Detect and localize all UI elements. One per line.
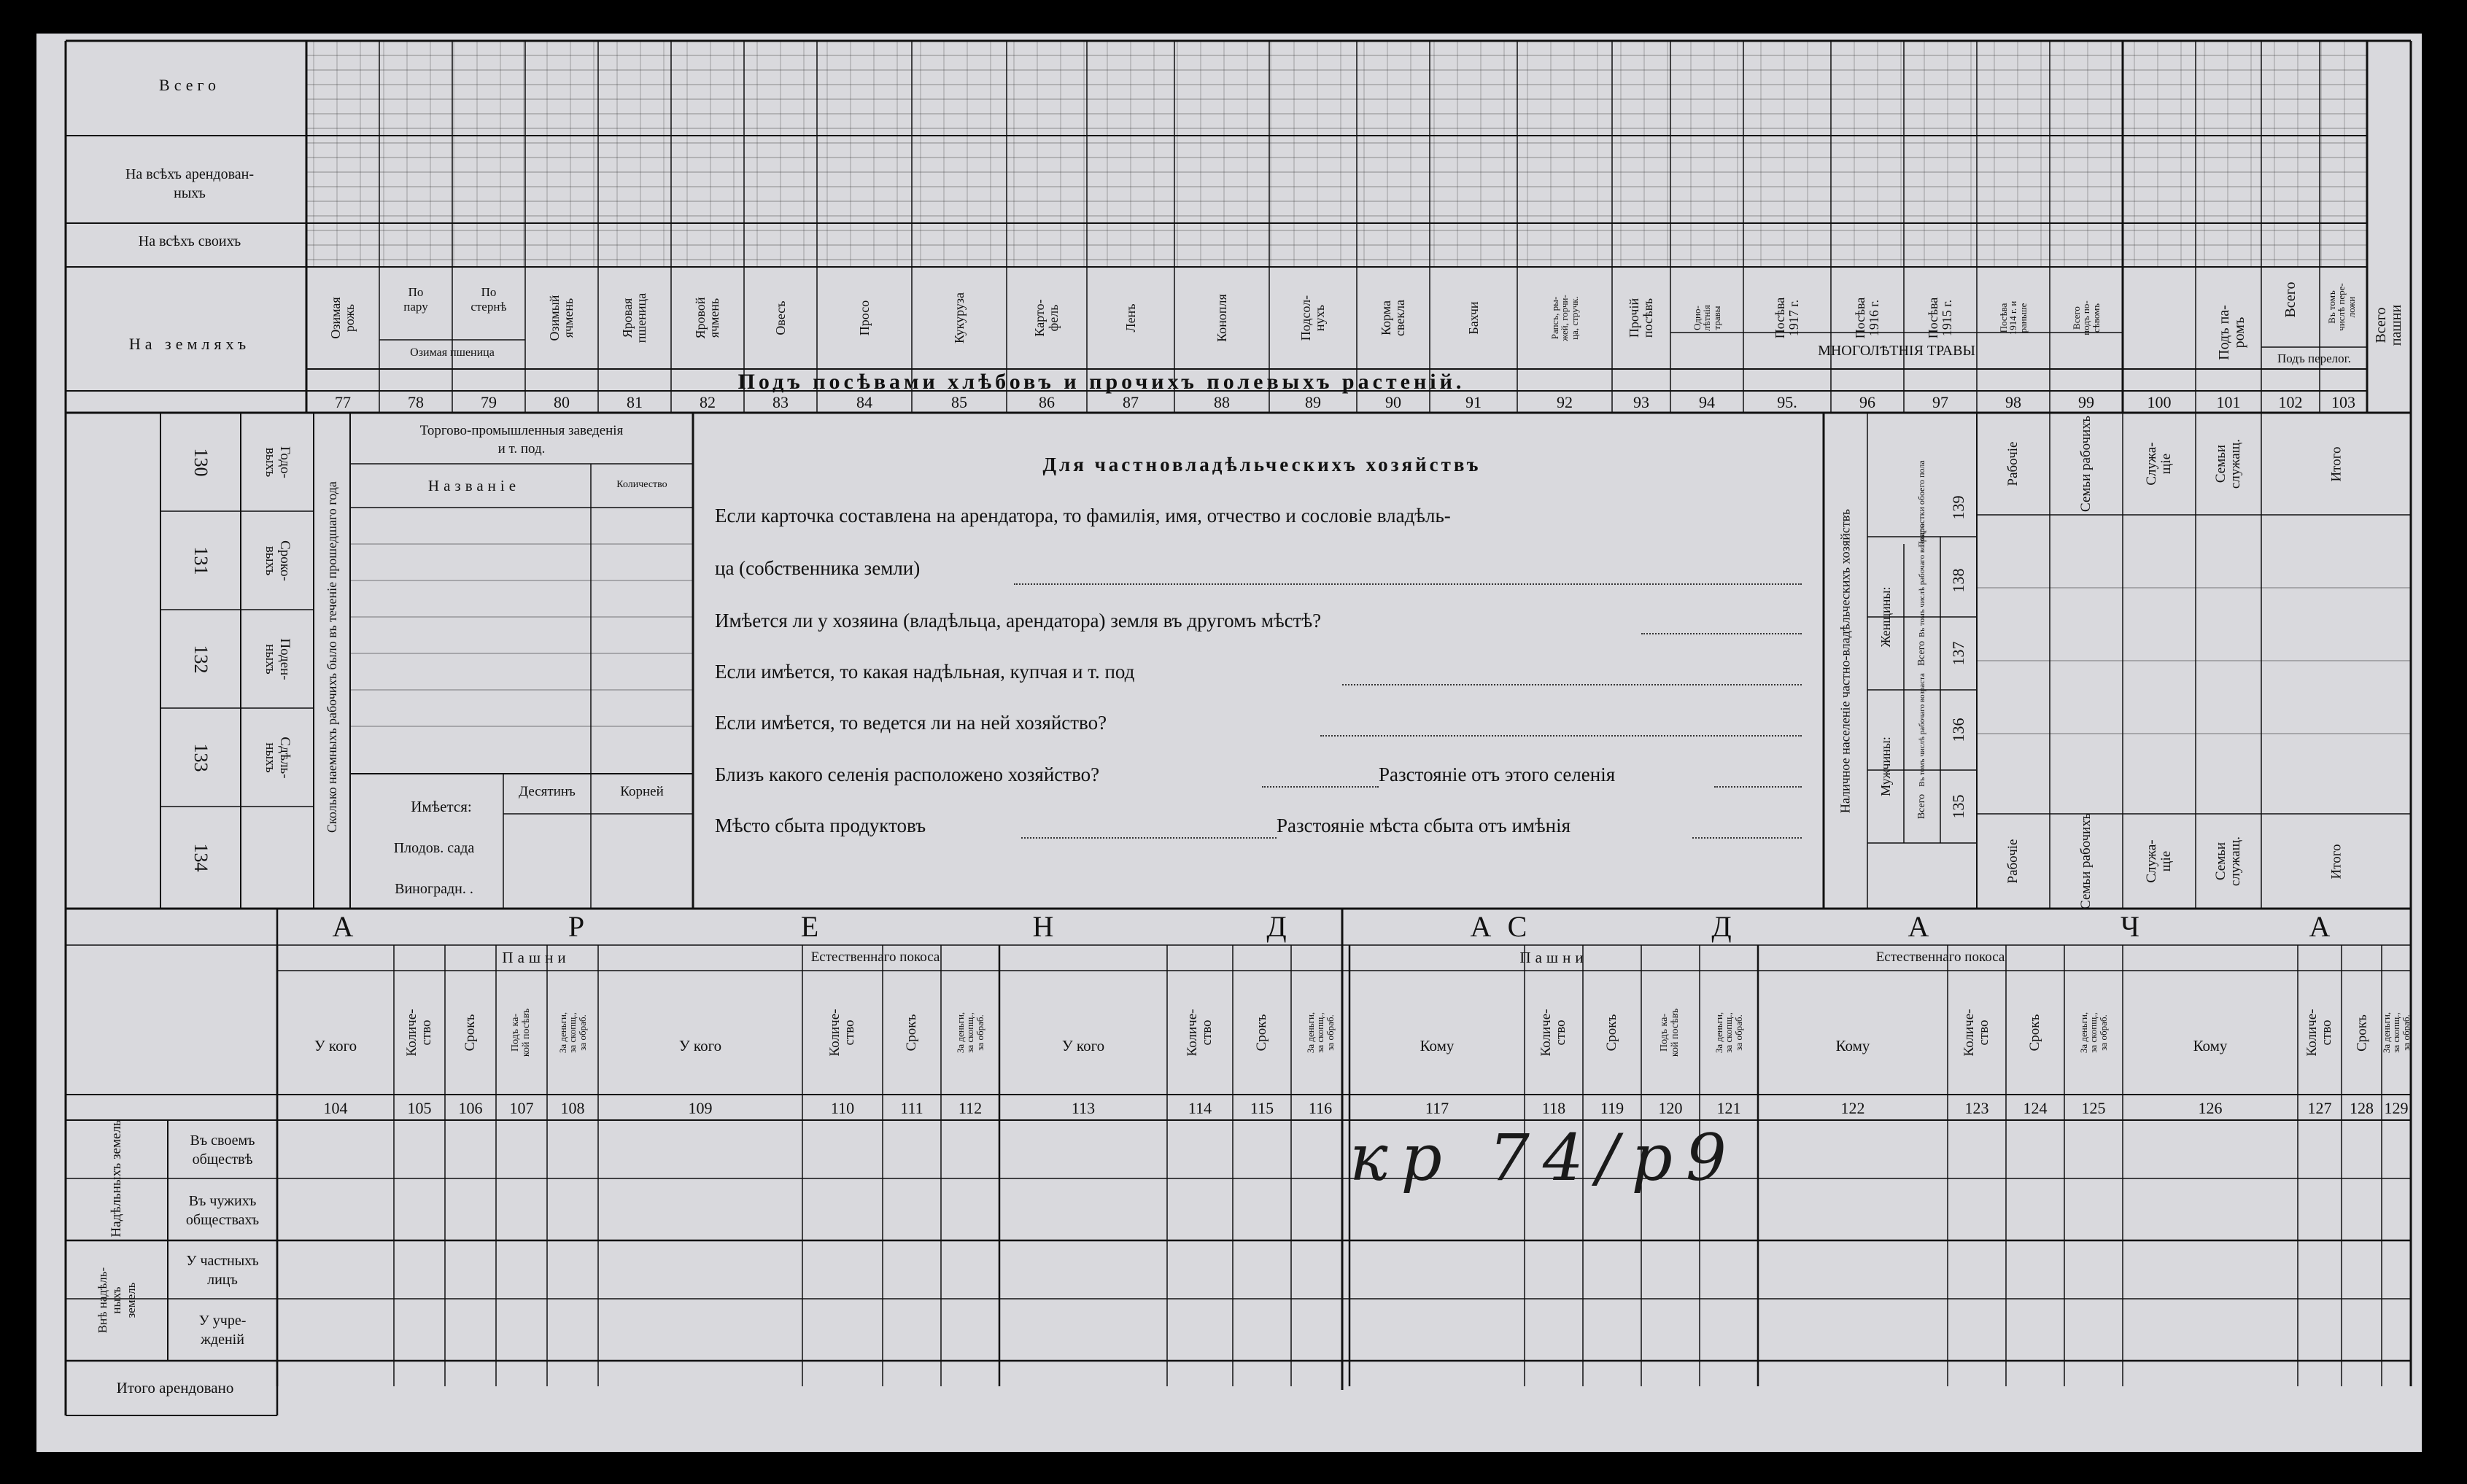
arable-header-give: Пашни xyxy=(1519,949,1588,966)
give-letter: Ч xyxy=(2121,910,2139,943)
vineyard-label: Виноградн. . xyxy=(395,881,473,897)
pop-col-bottom: Служа- щіе xyxy=(2144,839,2174,883)
nonallotment-rows: Внѣ надѣль- ныхъ земель xyxy=(95,1267,138,1334)
hired-type: Сроко- выхъ xyxy=(263,540,293,581)
who-header: У кого xyxy=(1061,1037,1105,1054)
lease-col-number: 113 xyxy=(1071,1099,1096,1117)
lease-subheader: Срокъ xyxy=(462,1014,479,1052)
who-header: Кому xyxy=(2193,1037,2228,1054)
who-header: У кого xyxy=(314,1037,357,1054)
col-number: 96 xyxy=(1859,393,1875,411)
women-total: Всего xyxy=(1916,640,1927,667)
crop-label: Ленъ xyxy=(1123,303,1138,333)
answer-line[interactable] xyxy=(1714,785,1802,788)
col-number: 90 xyxy=(1385,393,1401,411)
crop-label: Кукуруза xyxy=(951,292,967,344)
pop-number: 139 xyxy=(1949,495,1968,520)
col-number: 92 xyxy=(1557,393,1573,411)
pop-col-top: Семьи служащ. xyxy=(2213,438,2243,489)
q5a: Близъ какого селенія расположено хозяйство? xyxy=(715,764,1100,785)
row-other-society: Въ чужихъ обществахъ xyxy=(185,1193,260,1228)
crop-label: Яровая пшеница xyxy=(620,292,648,343)
row-lands: На земляхъ xyxy=(128,335,251,353)
lease-col-number: 110 xyxy=(830,1099,855,1117)
row-total: Всего xyxy=(159,76,220,94)
allotment-rows: Надѣльныхъ земель xyxy=(109,1119,125,1238)
handwritten-note: кр 74/р9 xyxy=(1349,1120,1740,1195)
lease-subheader: За деньги, за скопщ., за обраб. xyxy=(2077,1011,2109,1054)
lease-subheader: За деньги, за скопщ., за обраб. xyxy=(557,1011,588,1054)
hired-type: Поден- ныхъ xyxy=(263,637,293,680)
lease-col-number: 121 xyxy=(1716,1099,1741,1117)
lease-col-number: 105 xyxy=(407,1099,432,1117)
lease-letter: Д xyxy=(1266,910,1287,943)
lease-col-number: 126 xyxy=(2198,1099,2223,1117)
perennial-grasses-label: МНОГОЛѢТНІЯ ТРАВЫ xyxy=(1818,343,1975,359)
crop-label: По стернѣ xyxy=(470,285,507,314)
roots-header: Корней xyxy=(620,784,664,799)
lease-col-number: 112 xyxy=(958,1099,983,1117)
give-letter: Д xyxy=(1711,910,1732,943)
lease-letter: А xyxy=(1470,910,1492,943)
lease-col-number: 116 xyxy=(1308,1099,1333,1117)
enterprise-name-header: Названіе xyxy=(427,477,521,494)
lease-col-number: 129 xyxy=(2384,1099,2409,1117)
fallow-total: Всего xyxy=(2282,281,2298,318)
pop-number: 135 xyxy=(1949,794,1968,819)
hired-number: 132 xyxy=(190,645,212,673)
lease-subheader: За деньги, за скопщ., за обраб. xyxy=(954,1011,985,1054)
men-workers: Въ томъ числѣ рабочаго возраста xyxy=(1917,673,1926,787)
give-letter: С xyxy=(1507,910,1527,943)
crop-label: Карто- фель xyxy=(1032,299,1061,337)
crop-label: Посѣва 1917 г. xyxy=(1773,297,1801,339)
lease-col-number: 109 xyxy=(688,1099,713,1117)
pop-number: 137 xyxy=(1949,641,1968,666)
give-letter: А xyxy=(1908,910,1929,943)
lease-col-number: 124 xyxy=(2023,1099,2048,1117)
hired-title: Сколько наемныхъ рабочихъ было въ теченіе прошедшаго года xyxy=(324,481,339,833)
lease-col-number: 106 xyxy=(458,1099,483,1117)
lease-col-number: 128 xyxy=(2350,1099,2374,1117)
lease-subheader: За деньги, за скопщ., за обраб. xyxy=(1304,1011,1336,1054)
lease-col-number: 123 xyxy=(1964,1099,1989,1117)
col-number: 94 xyxy=(1699,393,1715,411)
orchard-label: Плодов. сада xyxy=(393,840,475,856)
hired-number: 131 xyxy=(190,546,212,575)
lease-subheader: Количе- ство xyxy=(2304,1009,2334,1057)
has-label: Имѣется: xyxy=(411,798,472,815)
col-number: 99 xyxy=(2078,393,2094,411)
crop-label: Прочій посѣвъ xyxy=(1627,298,1655,338)
hired-number: 130 xyxy=(190,448,212,476)
answer-line[interactable] xyxy=(1262,785,1379,788)
answer-line[interactable] xyxy=(1342,683,1802,685)
col-number: 93 xyxy=(1633,393,1649,411)
col-number: 84 xyxy=(856,393,872,411)
col-number: 91 xyxy=(1465,393,1482,411)
answer-line[interactable] xyxy=(1692,836,1802,839)
pop-col-bottom: Итого xyxy=(2328,843,2344,879)
crop-label: Овесъ xyxy=(772,300,788,335)
lease-col-number: 122 xyxy=(1840,1099,1865,1117)
crop-label: Корма свекла xyxy=(1379,299,1407,337)
crop-label: Всего подъ по- сѣвомъ xyxy=(2070,300,2102,335)
crop-label: Подсол- нухъ xyxy=(1298,295,1327,341)
q6b: Разстояніе мѣста сбыта отъ имѣнія xyxy=(1277,815,1571,836)
crop-label: Озимый ячмень xyxy=(547,295,576,341)
crop-label: Конопля xyxy=(1214,294,1229,342)
lease-col-number: 115 xyxy=(1250,1099,1274,1117)
lease-subheader: Количе- ство xyxy=(1185,1009,1215,1057)
col-number: 97 xyxy=(1932,393,1948,411)
women-label: Женщины: xyxy=(1878,586,1893,648)
lease-col-number: 107 xyxy=(509,1099,534,1117)
q1b: ца (собственника земли) xyxy=(715,557,921,579)
who-header: Кому xyxy=(1835,1037,1870,1054)
col-number: 85 xyxy=(951,393,967,411)
pop-col-bottom: Рабочіе xyxy=(2005,839,2021,884)
fallow-label: Подъ па- ромъ xyxy=(2216,305,2247,360)
men-label: Мужчины: xyxy=(1878,737,1893,796)
lease-col-number: 104 xyxy=(323,1099,348,1117)
col-number: 102 xyxy=(2278,393,2303,411)
col-number: 78 xyxy=(408,393,424,411)
row-leased: На всѣхъ арендован- ныхъ xyxy=(125,166,254,201)
arable-header: Пашни xyxy=(502,949,570,966)
row-private-persons: У частныхъ лицъ xyxy=(186,1253,259,1288)
col-number: 77 xyxy=(335,393,351,411)
crop-label: По пару xyxy=(403,285,428,314)
hired-type: Сдѣль- ныхъ xyxy=(263,736,293,779)
col-number: 83 xyxy=(772,393,789,411)
lease-subheader: Срокъ xyxy=(2027,1014,2043,1052)
lease-subheader: Подъ ка- кой посѣвъ xyxy=(510,1008,532,1057)
lease-subheader: За деньги, за скопщ., за обраб. xyxy=(2380,1011,2412,1054)
crop-label: Рапсъ, ры- жей, горчи- ца, стручк. xyxy=(1549,295,1580,341)
lease-subheader: Количе- ство xyxy=(404,1009,434,1057)
col-number: 103 xyxy=(2331,393,2355,411)
fallow-incl: Въ томъ числѣ пере- ложи xyxy=(2325,283,2357,331)
answer-line[interactable] xyxy=(1320,734,1802,737)
lease-subheader: Срокъ xyxy=(2353,1014,2369,1052)
lease-subheader: Количе- ство xyxy=(827,1009,857,1057)
row-own-society: Въ своемъ обществѣ xyxy=(190,1133,255,1168)
q5b: Разстояніе отъ этого селенія xyxy=(1379,764,1616,785)
hay-header-give: Естественнаго покоса xyxy=(1875,949,2005,965)
enterprises-title: Торгово-промышленныя заведенія и т. под. xyxy=(419,423,624,457)
row-own: На всѣхъ своихъ xyxy=(138,233,241,249)
col-number: 80 xyxy=(554,393,570,411)
lease-letter: А xyxy=(332,910,354,943)
answer-line[interactable] xyxy=(1021,836,1277,839)
pop-col-top: Итого xyxy=(2328,446,2344,482)
pop-col-bottom: Семьи служащ. xyxy=(2213,836,2243,887)
answer-line[interactable] xyxy=(1014,582,1802,585)
who-header: Кому xyxy=(1420,1037,1455,1054)
crop-label: Бахчи xyxy=(1465,301,1481,335)
col-number: 101 xyxy=(2216,393,2241,411)
lease-col-number: 114 xyxy=(1188,1099,1212,1117)
col-number: 88 xyxy=(1214,393,1230,411)
col-number: 86 xyxy=(1039,393,1055,411)
crop-label: Посѣва 1915 г. xyxy=(1926,297,1954,339)
private-title: Для частновладѣльческихъ хозяйствъ xyxy=(1042,454,1482,475)
q4: Если имѣется, то ведется ли на ней хозяйство? xyxy=(715,712,1107,734)
crop-label: Яровой ячмень xyxy=(693,297,721,339)
crop-label: Одно- лѣтнія травы xyxy=(1691,305,1722,331)
hay-header: Естественнаго покоса xyxy=(810,949,940,965)
lease-subheader: Подъ ка- кой посѣвъ xyxy=(1659,1008,1681,1057)
col-number: 82 xyxy=(700,393,716,411)
hired-number: 133 xyxy=(190,743,212,772)
pop-col-bottom: Семьи рабочихъ xyxy=(2078,813,2094,909)
women-workers: Въ томъ числѣ рабочаго возраста xyxy=(1917,524,1926,637)
row-institutions: У учре- жденій xyxy=(198,1313,247,1348)
lease-col-number: 119 xyxy=(1600,1099,1624,1117)
population-title: Наличное населеніе частно-владѣльческихъ хозяйствъ xyxy=(1837,508,1853,813)
pop-col-top: Служа- щіе xyxy=(2144,442,2174,486)
answer-line[interactable] xyxy=(1641,632,1802,634)
pop-number: 136 xyxy=(1949,718,1968,742)
lease-col-number: 125 xyxy=(2081,1099,2106,1117)
crop-label: Посѣва 1916 г. xyxy=(1853,297,1881,339)
who-header: У кого xyxy=(678,1037,722,1054)
lease-subheader: Количе- ство xyxy=(1961,1009,1991,1057)
lease-subheader: За деньги, за скопщ., за обраб. xyxy=(1713,1011,1744,1054)
plough-total: Всего пашни xyxy=(2373,304,2404,346)
q3: Если имѣется, то какая надѣльная, купчая и т. под xyxy=(715,661,1135,683)
col-number: 81 xyxy=(627,393,643,411)
lease-letter: Н xyxy=(1032,910,1054,943)
census-card xyxy=(36,34,2422,1452)
men-total: Всего xyxy=(1916,793,1927,820)
q1a: Если карточка составлена на арендатора, то фамилія, имя, отчество и сословіе владѣль- xyxy=(715,505,1451,527)
crops-title: Подъ посѣвами хлѣбовъ и прочихъ полевыхъ растеній. xyxy=(737,370,1465,394)
enterprise-qty-header: Количество xyxy=(616,479,667,490)
fallow-group: Подъ перелог. xyxy=(2277,351,2351,365)
col-number: 100 xyxy=(2147,393,2172,411)
desyatin-header: Десятинъ xyxy=(519,784,576,799)
hired-number: 134 xyxy=(190,843,212,872)
lease-col-number: 117 xyxy=(1425,1099,1449,1117)
give-letter: А xyxy=(2309,910,2331,943)
lease-letter: Е xyxy=(800,910,819,943)
col-number: 79 xyxy=(481,393,497,411)
crop-label: Просо xyxy=(856,300,872,336)
crop-label: Посѣва 1914 г. и раньше xyxy=(1997,300,2029,335)
lease-col-number: 111 xyxy=(900,1099,923,1117)
lease-col-number: 120 xyxy=(1658,1099,1683,1117)
col-number: 87 xyxy=(1123,393,1139,411)
col-number: 95. xyxy=(1777,393,1797,411)
col-number: 89 xyxy=(1305,393,1321,411)
lease-subheader: Срокъ xyxy=(1604,1014,1620,1052)
winter-wheat-label: Озимая пшеница xyxy=(410,346,495,359)
pop-col-top: Семьи рабочихъ xyxy=(2078,416,2094,512)
lease-subheader: Срокъ xyxy=(1254,1014,1270,1052)
lease-letter: Р xyxy=(568,910,585,943)
lease-col-number: 127 xyxy=(2307,1099,2332,1117)
q6a: Мѣсто сбыта продуктовъ xyxy=(715,815,926,836)
row-total-leased: Итого арендовано xyxy=(116,1379,234,1396)
crop-label: Озимая рожь xyxy=(328,297,357,339)
q2: Имѣется ли у хозяина (владѣльца, арендатора) земля въ другомъ мѣстѣ? xyxy=(715,610,1322,632)
teens-label: Подростки обоего пола xyxy=(1916,460,1927,548)
table-grid xyxy=(36,34,2422,1452)
col-number: 98 xyxy=(2005,393,2021,411)
lease-col-number: 118 xyxy=(1541,1099,1566,1117)
pop-col-top: Рабочіе xyxy=(2005,441,2021,486)
lease-subheader: Срокъ xyxy=(904,1014,920,1052)
lease-subheader: Количе- ство xyxy=(1538,1009,1568,1057)
pop-number: 138 xyxy=(1949,568,1968,593)
hired-type: Годо- выхъ xyxy=(263,446,293,478)
lease-col-number: 108 xyxy=(560,1099,585,1117)
